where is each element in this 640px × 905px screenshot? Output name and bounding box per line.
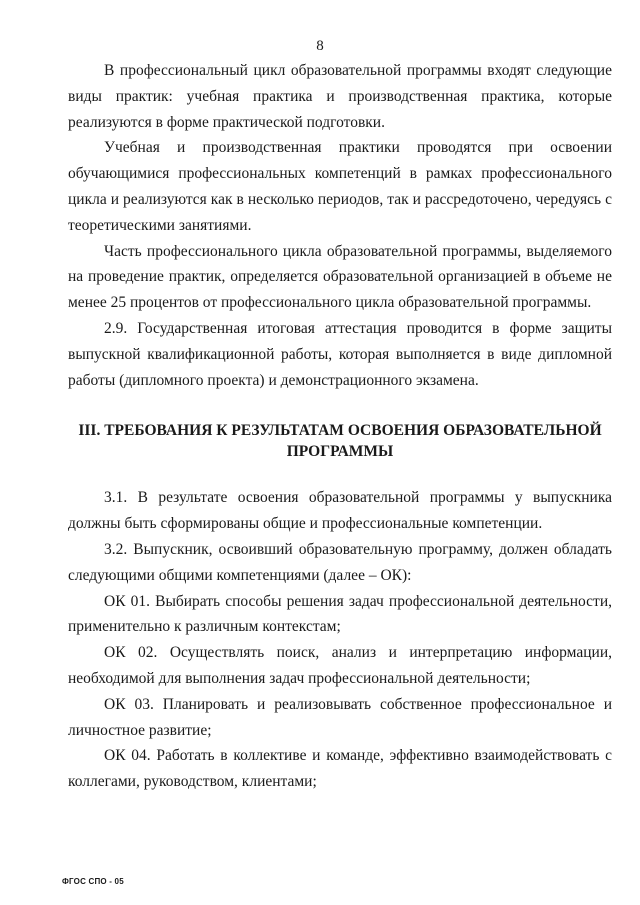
paragraph-practice-conduct: Учебная и производственная практики проводятся при освоении обучающимися профессиональных компетенций в рамках профессионального цикла и реализуются как в несколько периодов, так и рассредоточено, чередуясь с теоретическими занятиями. [68,139,612,234]
competency-ok-04: ОК 04. Работать в коллективе и команде, эффективно взаимодействовать с коллегами, руководством, клиентами; [68,747,612,791]
paragraph-practice-types: В профессиональный цикл образовательной программы входят следующие виды практик: учебная практика и производственная практика, которые реализуются в форме практической подготовки. [68,62,612,131]
competency-ok-01: ОК 01. Выбирать способы решения задач профессиональной деятельности, применительно к различным контекстам; [68,592,612,636]
paragraph-3-2: 3.2. Выпускник, освоивший образовательную программу, должен обладать следующими общими компетенциями (далее – ОК): [68,540,612,584]
footer-document-code: ФГОС СПО - 05 [62,877,124,886]
paragraph-3-1: 3.1. В результате освоения образовательной программы у выпускника должны быть сформированы общие и профессиональные компетенции. [68,489,612,533]
page-number: 8 [316,38,324,54]
section-heading [68,420,612,462]
section-heading-line1: III. ТРЕБОВАНИЯ К РЕЗУЛЬТАТАМ ОСВОЕНИЯ ОБРАЗОВАТЕЛЬНОЙ [78,422,602,440]
section-heading-line2: ПРОГРАММЫ [286,443,394,461]
paragraph-state-attestation: 2.9. Государственная итоговая аттестация проводится в форме защиты выпускной квалификационной работы, которая выполняется в виде дипломной работы (дипломного проекта) и демонстрационного экзамена. [68,319,612,389]
paragraph-practice-volume: Часть профессионального цикла образовательной программы, выделяемого на проведение практик, определяется образовательной организацией в объеме не менее 25 процентов от профессионального цикла образовательной программы. [68,242,612,312]
competency-ok-02: ОК 02. Осуществлять поиск, анализ и интерпретацию информации, необходимой для выполнения задач профессиональной деятельности; [68,644,612,687]
document-body [68,58,612,795]
competency-ok-03: ОК 03. Планировать и реализовывать собственное профессиональное и личностное развитие; [68,695,612,739]
